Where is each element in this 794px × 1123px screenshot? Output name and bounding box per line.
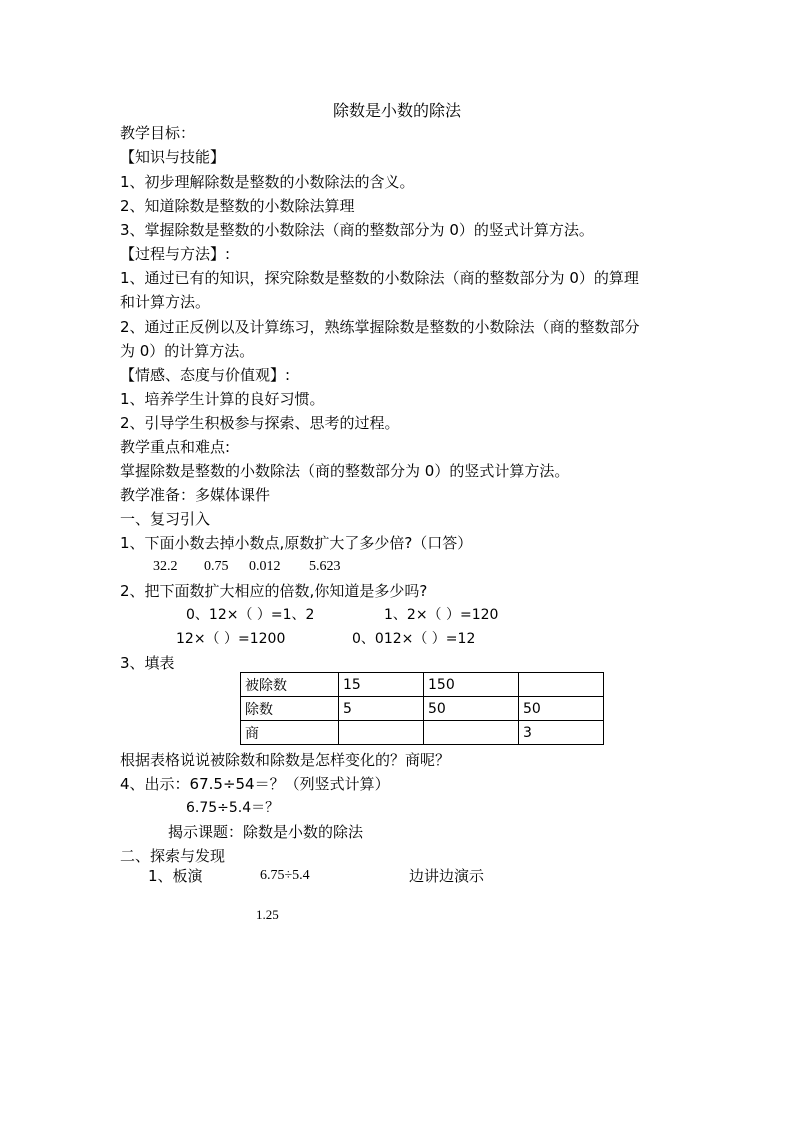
table-row [241, 673, 604, 697]
section2-heading: 二、探索与发现 [120, 847, 226, 865]
table-cell: 除数 [241, 697, 339, 721]
q2-expression: 12×（ ）=1200 [176, 631, 286, 647]
table-cell: 50 [424, 697, 519, 721]
emotion-heading: 【情感、态度与价值观】: [120, 366, 291, 384]
question-4-sub: 6.75÷5.4＝？ [186, 800, 280, 816]
emotion-item: 1、培养学生计算的良好习惯。 [120, 390, 325, 408]
knowledge-item: 3、掌握除数是整数的小数除法（商的整数部分为 0）的竖式计算方法。 [120, 221, 594, 239]
knowledge-item: 2、知道除数是整数的小数除法算理 [120, 197, 355, 215]
demo-expression: 6.75÷5.4 [260, 868, 310, 883]
process-item: 1、通过已有的知识，探究除数是整数的小数除法（商的整数部分为 0）的算理 [120, 269, 639, 287]
q1-number: 0.75 [204, 559, 229, 574]
q1-number: 32.2 [153, 559, 178, 574]
table-cell: 50 [519, 697, 604, 721]
q1-number: 0.012 [249, 559, 281, 574]
table-row [241, 697, 604, 721]
question-1: 1、下面小数去掉小数点,原数扩大了多少倍?（口答） [120, 534, 473, 552]
table-row [241, 721, 604, 745]
objectives-heading: 教学目标： [120, 124, 196, 142]
process-item: 和计算方法。 [120, 293, 211, 311]
table-cell: 商 [241, 721, 339, 745]
process-heading: 【过程与方法】: [120, 245, 231, 263]
fill-table [240, 672, 604, 745]
knowledge-heading: 【知识与技能】 [120, 148, 226, 166]
table-cell: 15 [339, 673, 424, 697]
q2-expression: 1、2×（ ）=120 [384, 607, 499, 623]
q2-expression: 0、012×（ ）=12 [352, 631, 476, 647]
table-cell: 5 [339, 697, 424, 721]
process-item: 2、通过正反例以及计算练习，熟练掌握除数是整数的小数除法（商的整数部分 [120, 318, 640, 336]
key-points-text: 掌握除数是整数的小数除法（商的整数部分为 0）的竖式计算方法。 [120, 462, 570, 480]
knowledge-item: 1、初步理解除数是整数的小数除法的含义。 [120, 173, 415, 191]
table-question: 根据表格说说被除数和除数是怎样变化的？商呢？ [120, 751, 451, 769]
process-item: 为 0）的计算方法。 [120, 342, 255, 360]
q2-expression: 0、12×（ ）=1、2 [186, 607, 315, 623]
document-title: 除数是小数的除法 [332, 101, 461, 120]
table-cell: 150 [424, 673, 519, 697]
question-2: 2、把下面数扩大相应的倍数,你知道是多少吗? [120, 582, 428, 600]
section1-heading: 一、复习引入 [120, 510, 211, 528]
table-cell: 3 [519, 721, 604, 745]
key-points-heading: 教学重点和难点: [120, 438, 231, 456]
table-cell [424, 721, 519, 745]
reveal-topic: 揭示课题：除数是小数的除法 [168, 823, 364, 841]
quotient-value: 1.25 [256, 907, 279, 922]
preparation: 教学准备：多媒体课件 [120, 486, 271, 504]
table-cell [339, 721, 424, 745]
question-3: 3、填表 [120, 654, 175, 672]
table-cell [519, 673, 604, 697]
emotion-item: 2、引导学生积极参与探索、思考的过程。 [120, 414, 400, 432]
demo-note: 边讲边演示 [409, 867, 485, 885]
question-4: 4、出示：67.5÷54＝？（列竖式计算） [120, 775, 390, 793]
q1-number: 5.623 [309, 559, 341, 574]
table-cell: 被除数 [241, 673, 339, 697]
demo-label: 1、板演 [148, 867, 203, 885]
